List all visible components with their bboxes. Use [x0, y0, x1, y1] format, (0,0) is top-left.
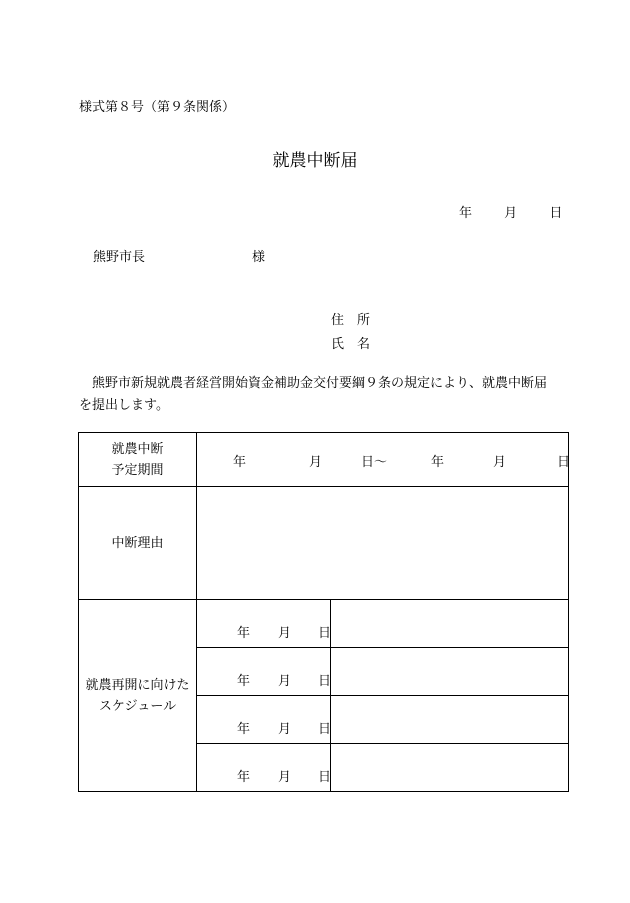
schedule-month: 月 — [278, 626, 292, 641]
period-year-2: 年 — [431, 455, 445, 470]
period-label-line2: 予定期間 — [111, 462, 164, 478]
schedule-content-field[interactable] — [331, 600, 569, 648]
addressee: 熊野市長 — [93, 250, 146, 265]
schedule-month: 月 — [278, 722, 292, 737]
schedule-month: 月 — [278, 770, 292, 785]
reason-row — [79, 487, 569, 600]
name-label: 氏 名 — [331, 337, 371, 352]
schedule-day: 日 — [318, 770, 332, 785]
schedule-date-field[interactable] — [197, 648, 331, 696]
period-field[interactable] — [197, 433, 569, 487]
schedule-label-line1: 就農再開に向けた — [85, 677, 190, 693]
schedule-year: 年 — [237, 626, 251, 641]
period-year-1: 年 — [233, 455, 247, 470]
schedule-month: 月 — [278, 674, 292, 689]
suspension-form-table — [78, 432, 569, 792]
period-label — [79, 433, 197, 487]
schedule-row — [79, 600, 569, 648]
period-month-1: 月 — [309, 455, 323, 470]
schedule-day: 日 — [318, 626, 332, 641]
period-month-2: 月 — [493, 455, 507, 470]
period-row — [79, 433, 569, 487]
reason-label: 中断理由 — [79, 487, 197, 600]
reason-field[interactable] — [197, 487, 569, 600]
schedule-day: 日 — [318, 674, 332, 689]
schedule-year: 年 — [237, 770, 251, 785]
period-label-line1: 就農中断 — [111, 441, 164, 457]
address-label: 住 所 — [331, 313, 371, 328]
schedule-label — [79, 600, 197, 792]
document-title: 就農中断届 — [272, 151, 358, 171]
schedule-date-field[interactable] — [197, 696, 331, 744]
honorific: 様 — [252, 250, 266, 265]
schedule-date-field[interactable] — [197, 744, 331, 792]
schedule-day: 日 — [318, 722, 332, 737]
schedule-label-line2: スケジュール — [98, 698, 177, 714]
schedule-content-field[interactable] — [331, 744, 569, 792]
schedule-year: 年 — [237, 674, 251, 689]
period-day-2: 日 — [557, 455, 571, 470]
body-text: 熊野市新規就農者経営開始資金補助金交付要綱９条の規定により、就農中断届を提出します。 — [79, 376, 548, 413]
schedule-date-field[interactable] — [197, 600, 331, 648]
date-year: 年 — [459, 206, 473, 221]
date-month: 月 — [504, 206, 518, 221]
schedule-content-field[interactable] — [331, 648, 569, 696]
date-line — [459, 202, 562, 221]
form-number: 様式第８号（第９条関係） — [79, 100, 236, 115]
date-day: 日 — [549, 206, 563, 221]
schedule-content-field[interactable] — [331, 696, 569, 744]
schedule-year: 年 — [237, 722, 251, 737]
period-day-1: 日～ — [361, 455, 388, 470]
